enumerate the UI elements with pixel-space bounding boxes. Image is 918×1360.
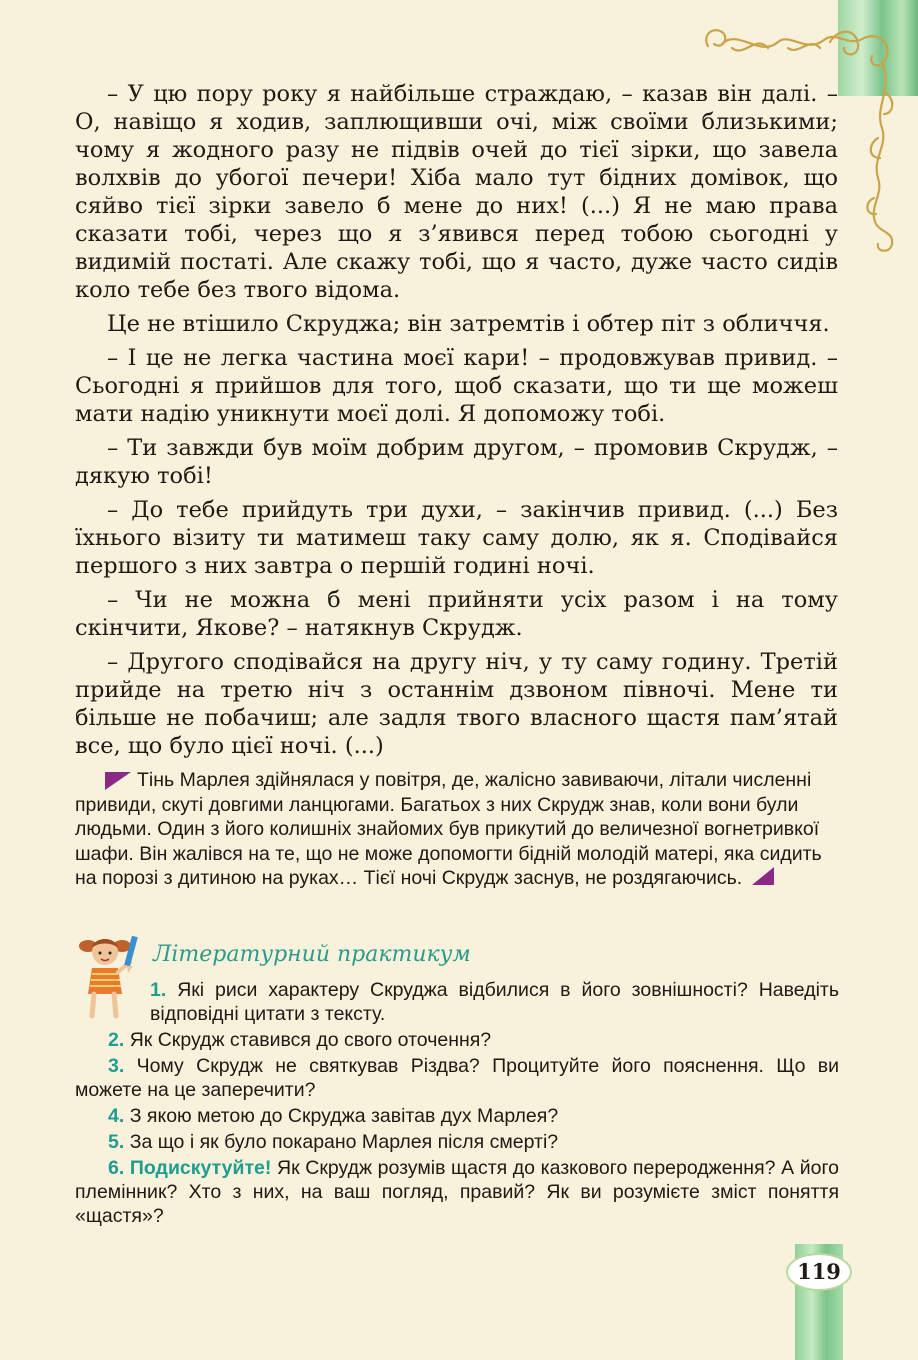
page-number: 119 bbox=[786, 1253, 852, 1291]
summary-text: Тінь Марлея здійнялася у повітря, де, жалісно завиваючи, літали численні привиди, скуті довгими ланцюгами. Багатьох з них Скрудж знав, коли вони були людьми. Один з його колишніх знайомих був прикутий до величезної вогнетривкої шафи. Він жалівся на те, що не може допомогти бідній молодій матері, яка сидить на порозі з дитиною на руках… Тієї ночі Скрудж заснув, не роздягаючись. bbox=[75, 769, 822, 889]
question-item bbox=[150, 978, 839, 1026]
question-emphasis: Подискутуйте! bbox=[129, 1157, 272, 1179]
question-number: 1. bbox=[150, 979, 167, 1001]
question-number: 4. bbox=[108, 1105, 125, 1127]
question-list bbox=[75, 978, 839, 1230]
question-item bbox=[75, 1130, 839, 1154]
question-item bbox=[75, 1156, 839, 1228]
practicum-section bbox=[0, 930, 918, 1230]
question-text: Які риси характеру Скруджа відбилися в його зовнішності? Наведіть відповідні цитати з тексту. bbox=[150, 979, 839, 1025]
main-text bbox=[75, 80, 838, 766]
main-paragraph: – У цю пору року я найбільше страждаю, – казав він далі. – О, навіщо я ходив, заплющивши очі, між своїми близькими; чому я жодного разу не підвів очей до тієї зірки, що завела волхвів до убогої печери! Хіба мало тут бідних домівок, що сяйво тієї зірки завело б мене до них! (...) Я не маю права сказати тобі, через що я з’явився перед тобою сьогодні у видимій постаті. Але скажу тобі, що я часто, дуже часто сидів коло тебе без твого відома. bbox=[75, 81, 838, 303]
purple-triangle-start-icon bbox=[105, 772, 131, 790]
practicum-title: Літературний практикум bbox=[153, 942, 471, 967]
main-paragraph: – І це не легка частина моєї кари! – продовжував привид. – Сьогодні я прийшов для того, щоб сказати, що ти ще можеш мати надію уникнути моєї долі. Я допоможу тобі. bbox=[75, 345, 838, 427]
main-paragraph: – До тебе прийдуть три духи, – закінчив привид. (...) Без їхнього візиту ти матимеш таку саму долю, як я. Сподівайся першого з них завтра о першій годині ночі. bbox=[75, 497, 838, 579]
question-number: 3. bbox=[108, 1055, 125, 1077]
main-paragraph: Це не втішило Скруджа; він затремтів і обтер піт з обличчя. bbox=[107, 311, 830, 337]
question-text: З якою метою до Скруджа завітав дух Марлея? bbox=[129, 1105, 559, 1127]
question-number: 2. bbox=[108, 1029, 125, 1051]
question-number: 5. bbox=[108, 1131, 125, 1153]
main-paragraph: – Чи не можна б мені прийняти усіх разом і на тому скінчити, Якове? – натякнув Скрудж. bbox=[75, 587, 838, 641]
question-number: 6. bbox=[108, 1157, 125, 1179]
question-text: За що і як було покарано Марлея після смерті? bbox=[129, 1131, 559, 1153]
summary-paragraph bbox=[75, 768, 840, 891]
purple-triangle-end-icon bbox=[752, 867, 774, 885]
summary-block bbox=[75, 768, 840, 891]
question-item bbox=[75, 1104, 839, 1128]
main-paragraph: – Ти завжди був моїм добрим другом, – промовив Скрудж, – дякую тобі! bbox=[75, 435, 838, 489]
question-item bbox=[75, 1028, 839, 1052]
main-paragraph: – Другого сподівайся на другу ніч, у ту саму годину. Третій прийде на третю ніч з останнім дзвоном півночі. Мене ти більше не побачиш; але задля твого власного щастя пам’ятай все, що було цієї ночі. (...) bbox=[75, 649, 838, 759]
question-item bbox=[75, 1054, 839, 1102]
question-text: Чому Скрудж не святкував Різдва? Процитуйте його пояснення. Що ви можете на це заперечити? bbox=[75, 1055, 839, 1101]
question-text: Як Скрудж ставився до свого оточення? bbox=[129, 1029, 492, 1051]
question-text: Як Скрудж розумів щастя до казкового переродження? А його племінник? Хто з них, на ваш погляд, правий? Як ви розумієте зміст поняття «щастя»? bbox=[75, 1157, 839, 1227]
